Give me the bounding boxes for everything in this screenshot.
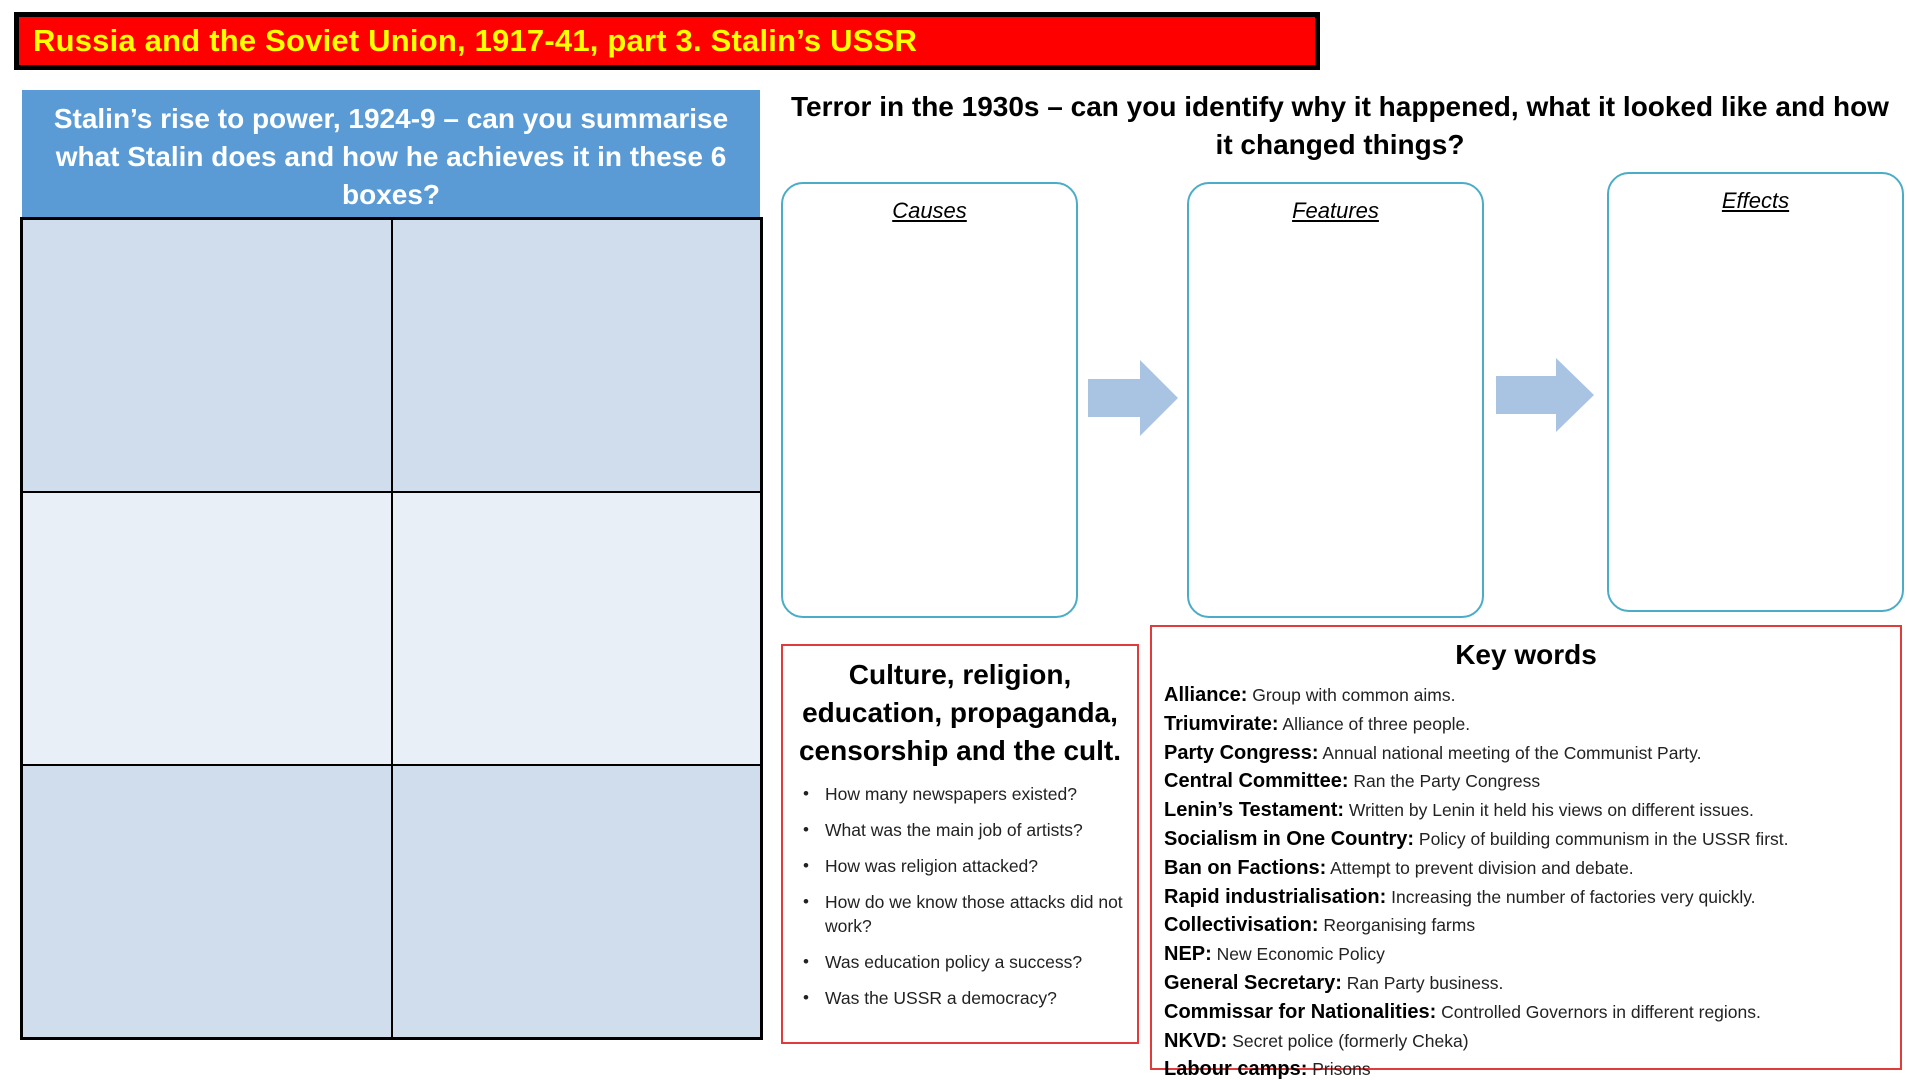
list-item: • Was education policy a success? <box>803 950 1125 974</box>
key-term: NEP: <box>1164 943 1212 966</box>
list-item <box>1164 940 1900 969</box>
key-definition: Policy of building communism in the USSR first. <box>1418 828 1789 849</box>
list-item <box>1164 825 1900 854</box>
features-box[interactable] <box>1187 182 1484 618</box>
key-term: NKVD: <box>1164 1029 1228 1052</box>
key-words-panel <box>1150 625 1902 1081</box>
key-term: Labour camps: <box>1164 1058 1308 1081</box>
list-item <box>1164 681 1900 710</box>
key-definition: Increasing the number of factories very quickly. <box>1391 886 1756 907</box>
culture-heading: Culture, religion, education, propaganda, censorship and the cult. <box>798 659 1122 766</box>
list-item <box>1164 854 1900 883</box>
arrow-right-icon <box>1088 360 1178 436</box>
key-definition: Group with common aims. <box>1252 685 1456 705</box>
key-words-heading: Key words <box>1455 639 1597 670</box>
effects-label: Effects <box>1721 188 1790 213</box>
list-item: • How many newspapers existed? <box>803 782 1125 806</box>
list-item <box>1164 710 1900 739</box>
key-term: Ban on Factions: <box>1164 856 1327 879</box>
summary-box-3[interactable] <box>22 492 392 765</box>
key-definition: Controlled Governors in different regions. <box>1441 1001 1761 1022</box>
list-item <box>1164 767 1900 796</box>
list-item: • How was religion attacked? <box>803 854 1125 878</box>
culture-questions <box>783 782 1137 1010</box>
key-term: Triumvirate: <box>1164 712 1279 735</box>
effects-box[interactable] <box>1607 172 1904 612</box>
key-definition: Ran Party business. <box>1346 972 1504 993</box>
key-definition: Written by Lenin it held his views on different issues. <box>1348 800 1754 821</box>
list-item: • What was the main job of artists? <box>803 818 1125 842</box>
key-term: Socialism in One Country: <box>1164 827 1415 850</box>
key-definition: Reorganising farms <box>1323 915 1476 936</box>
list-item <box>1164 969 1900 998</box>
key-term: Lenin’s Testament: <box>1164 799 1345 822</box>
key-definition: Alliance of three people. <box>1282 713 1471 734</box>
key-term: General Secretary: <box>1164 971 1342 994</box>
key-term: Rapid industrialisation: <box>1164 885 1387 908</box>
key-definition: Attempt to prevent division and debate. <box>1330 857 1634 878</box>
title-banner <box>14 12 1320 70</box>
culture-panel <box>781 644 1139 1044</box>
summary-grid <box>20 217 763 1040</box>
key-definition: Annual national meeting of the Communist Party. <box>1322 742 1702 763</box>
summary-box-4[interactable] <box>392 492 762 765</box>
key-term: Party Congress: <box>1164 741 1319 764</box>
list-item <box>1164 739 1900 768</box>
list-item: • Was the USSR a democracy? <box>803 986 1125 1010</box>
page-title: Russia and the Soviet Union, 1917-41, part 3. Stalin’s USSR <box>33 23 918 58</box>
terror-heading: Terror in the 1930s – can you identify why it happened, what it looked like and how it changed things? <box>791 91 1889 160</box>
key-term: Central Committee: <box>1164 770 1349 793</box>
list-item <box>1164 883 1900 912</box>
summary-box-1[interactable] <box>22 219 392 492</box>
causes-box[interactable] <box>781 182 1078 618</box>
list-item <box>1164 911 1900 940</box>
causes-label: Causes <box>892 198 967 223</box>
features-label: Features <box>1292 198 1379 223</box>
key-term: Collectivisation: <box>1164 914 1319 937</box>
key-definition: New Economic Policy <box>1216 944 1385 965</box>
key-definition: Ran the Party Congress <box>1353 771 1541 792</box>
rise-to-power-heading: Stalin’s rise to power, 1924-9 – can you summarise what Stalin does and how he achieves it in these 6 boxes? <box>22 90 760 217</box>
list-item: • How do we know those attacks did not work? <box>803 890 1125 938</box>
key-term: Commissar for Nationalities: <box>1164 1000 1437 1023</box>
key-definition: Prisons <box>1312 1059 1371 1080</box>
key-words-list <box>1164 681 1900 1084</box>
summary-box-2[interactable] <box>392 219 762 492</box>
key-term: Alliance: <box>1164 684 1248 706</box>
summary-box-5[interactable] <box>22 765 392 1038</box>
arrow-right-icon <box>1496 358 1594 432</box>
list-item <box>1164 1027 1900 1056</box>
summary-box-6[interactable] <box>392 765 762 1038</box>
key-definition: Secret police (formerly Cheka) <box>1232 1030 1469 1051</box>
list-item <box>1164 998 1900 1027</box>
list-item <box>1164 796 1900 825</box>
